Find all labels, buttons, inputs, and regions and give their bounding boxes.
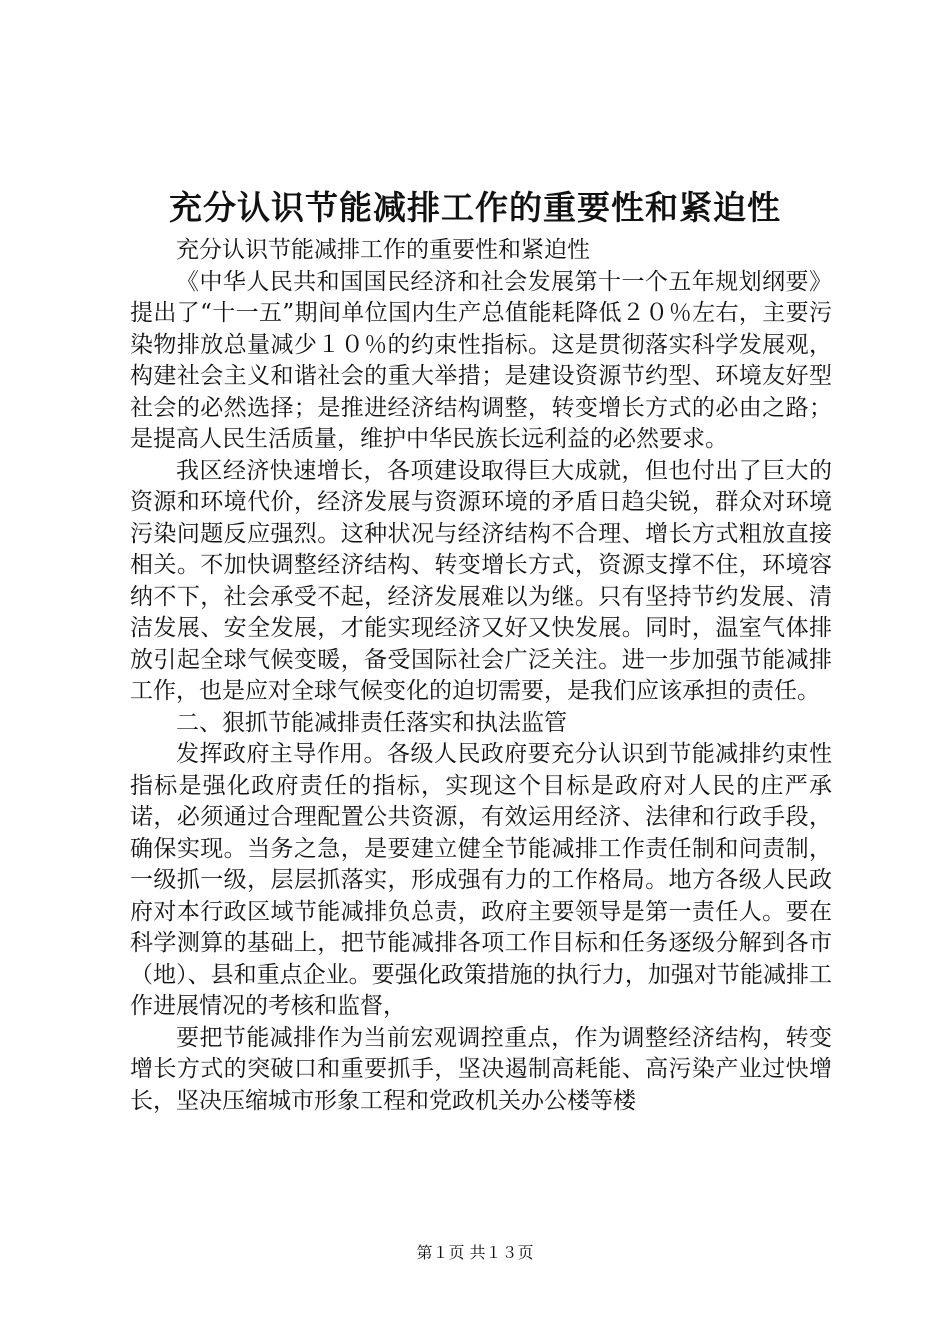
paragraph-heading: 充分认识节能减排工作的重要性和紧迫性: [176, 237, 590, 263]
paragraph: 发挥政府主导作用。各级人民政府要充分认识到节能减排约束性指标是强化政府责任的指标，实现这个目标是政府对人民的庄严承诺，必须通过合理配置公共资源，有效运用经济、法律和行政手段，确保实现。当务之急，是要建立健全节能减排工作责任制和问责制，一级抓一级，层层抓落实，形成强有力的工作格局。地方各级人民政府对本行政区域节能减排负总责，政府主要领导是第一责任人。要在科学测算的基础上，把节能减排各项工作目标和任务逐级分解到各市（地）、县和重点企业。要强化政策措施的执行力，加强对节能减排工作进展情况的考核和监督，: [130, 741, 832, 1019]
page-number-footer: 第１页 共１３页: [416, 1243, 534, 1262]
paragraph: 《中华人民共和国国民经济和社会发展第十一个五年规划纲要》提出了“十一五”期间单位国内生产总值能耗降低２０％左右，主要污染物排放总量减少１０％的约束性指标。这是贯彻落实科学发展观，构建社会主义和谐社会的重大举措；是建设资源节约型、环境友好型社会的必然选择；是推进经济结构调整，转变增长方式的必由之路；是提高人民生活质量，维护中华民族长远利益的必然要求。: [130, 268, 832, 452]
document-title: 充分认识节能减排工作的重要性和紧迫性: [169, 188, 781, 227]
paragraph: 我区经济快速增长，各项建设取得巨大成就，但也付出了巨大的资源和环境代价，经济发展与资源环境的矛盾日趋尖锐，群众对环境污染问题反应强烈。这种状况与经济结构不合理、增长方式粗放直接相关。不加快调整经济结构、转变增长方式，资源支撑不住，环境容纳不下，社会承受不起，经济发展难以为继。只有坚持节约发展、清洁发展、安全发展，才能实现经济又好又快发展。同时，温室气体排放引起全球气候变暖，备受国际社会广泛关注。进一步加强节能减排工作，也是应对全球气候变化的迫切需要，是我们应该承担的责任。: [130, 457, 832, 704]
paragraph: 要把节能减排作为当前宏观调控重点，作为调整经济结构，转变增长方式的突破口和重要抓手，坚决遏制高耗能、高污染产业过快增长，坚决压缩城市形象工程和党政机关办公楼等楼: [130, 1024, 832, 1114]
section-heading: 二、狠抓节能减排责任落实和执法监管: [176, 709, 567, 736]
document-body: [130, 235, 832, 1117]
